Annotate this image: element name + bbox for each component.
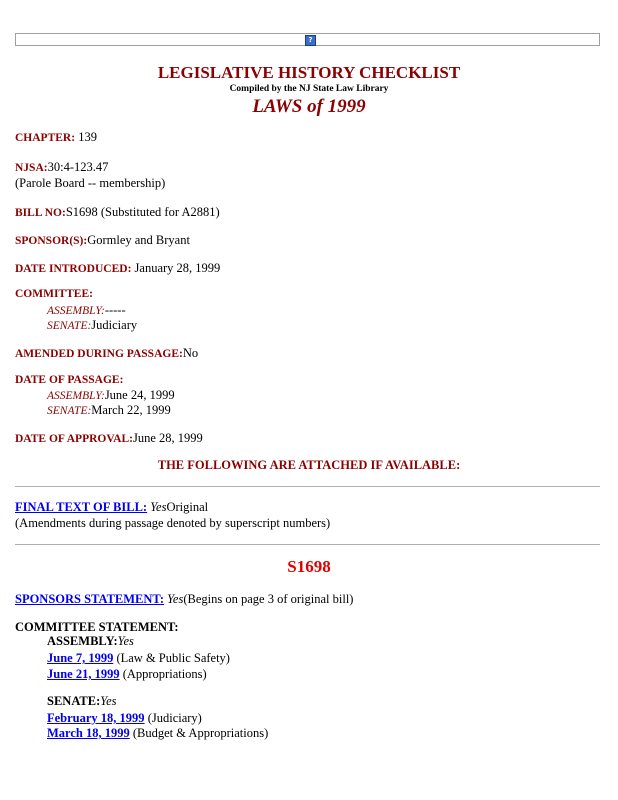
date-introduced-label: DATE INTRODUCED: [15,263,132,275]
sponsor-label: SPONSOR(S): [15,235,88,247]
final-text-link[interactable]: FINAL TEXT OF BILL: [15,500,148,514]
cs-assembly-desc: (Law & Public Safety) [113,651,230,665]
cs-assembly-row [47,634,134,649]
njsa-description: (Parole Board -- membership) [15,176,166,190]
amended-row [15,346,198,361]
cs-assembly-item [47,651,230,666]
committee-label: COMMITTEE: [15,288,93,300]
date-introduced-row [15,261,220,276]
date-of-approval-value: June 28, 1999 [133,431,203,445]
sponsors-statement-value: (Begins on page 3 of original bill) [183,592,354,606]
cs-senate-item [47,726,268,741]
final-text-row [15,500,208,515]
bill-value: S1698 (Substituted for A2881) [65,205,220,219]
laws-year: LAWS of 1999 [252,96,366,117]
sponsors-statement-link[interactable]: SPONSORS STATEMENT: [15,592,164,606]
cs-assembly-label: ASSEMBLY: [47,634,118,648]
chapter-row [15,130,97,145]
passage-assembly-label: ASSEMBLY: [47,390,105,402]
sponsor-value: Gormley and Bryant [87,233,190,247]
page-title: LEGISLATIVE HISTORY CHECKLIST [157,63,461,82]
final-text-note: (Amendments during passage denoted by superscript numbers) [15,516,331,530]
attached-heading: THE FOLLOWING ARE ATTACHED IF AVAILABLE: [157,458,461,472]
date-of-approval-row [15,431,203,446]
cs-assembly-date-link[interactable]: June 21, 1999 [47,667,120,681]
chapter-value: 139 [75,130,97,144]
bill-label: BILL NO: [15,207,66,219]
sponsors-statement-yes: Yes [167,592,184,606]
cs-assembly-item [47,667,207,682]
final-text-yes: Yes [150,500,167,514]
cs-senate-desc: (Budget & Appropriations) [129,726,269,740]
passage-senate-row [47,403,171,418]
divider [15,544,600,545]
committee-senate-label: SENATE: [47,320,92,332]
cs-senate-desc: (Judiciary) [144,711,202,725]
cs-senate-date-link[interactable]: February 18, 1999 [47,711,145,725]
cs-assembly-desc: (Appropriations) [119,667,207,681]
chapter-label: CHAPTER: [15,132,76,144]
bill-row [15,205,220,220]
njsa-value: 30:4-123.47 [47,160,109,174]
committee-assembly-label: ASSEMBLY: [47,305,105,317]
passage-senate-label: SENATE: [47,405,92,417]
compiled-by: Compiled by the NJ State Law Library [229,84,389,94]
amended-value: No [182,346,199,360]
top-banner-frame [15,33,600,46]
cs-senate-date-link[interactable]: March 18, 1999 [47,726,130,740]
final-text-value: Original [166,500,209,514]
sponsor-row [15,233,190,248]
date-introduced-value: January 28, 1999 [131,261,221,275]
amended-label: AMENDED DURING PASSAGE: [15,348,183,360]
committee-senate-value: Judiciary [91,318,138,332]
passage-assembly-value: June 24, 1999 [104,388,175,402]
cs-assembly-yes: Yes [117,634,134,648]
divider [15,486,600,487]
cs-assembly-date-link[interactable]: June 7, 1999 [47,651,114,665]
committee-assembly-row [47,303,126,318]
passage-assembly-row [47,388,175,403]
cs-senate-yes: Yes [100,694,117,708]
committee-assembly-value: ----- [104,303,126,317]
cs-senate-item [47,711,202,726]
bill-number-heading: S1698 [287,557,331,576]
date-of-passage-label: DATE OF PASSAGE: [15,374,124,386]
cs-senate-label: SENATE: [47,694,101,708]
passage-senate-value: March 22, 1999 [91,403,171,417]
njsa-row [15,160,108,175]
missing-image-icon: ? [305,35,316,46]
committee-statement-heading: COMMITTEE STATEMENT: [15,620,179,634]
njsa-label: NJSA: [15,162,48,174]
committee-senate-row [47,318,137,333]
date-of-approval-label: DATE OF APPROVAL: [15,433,133,445]
cs-senate-row [47,694,116,709]
sponsors-statement-row [15,592,353,607]
